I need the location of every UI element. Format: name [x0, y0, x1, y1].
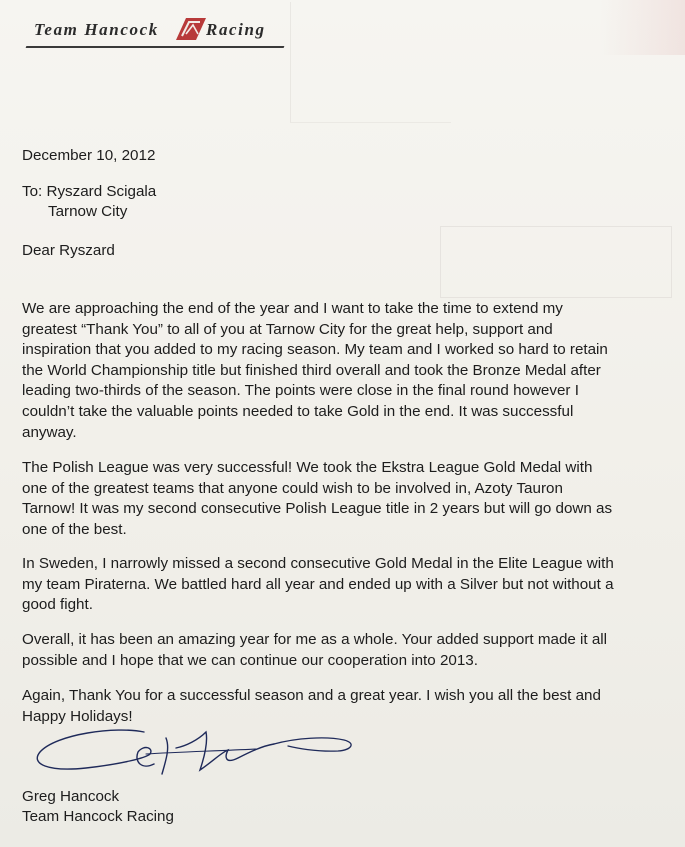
paragraph-line: In Sweden, I narrowly missed a second consecutive Gold Medal in the Elite League with — [22, 555, 614, 572]
letter-paragraph — [22, 630, 672, 671]
paragraph-line: We are approaching the end of the year and I want to take the time to extend my — [22, 300, 563, 317]
paragraph-line: one of the greatest teams that anyone could wish to be involved in, Azoty Tauron — [22, 479, 563, 497]
racing-logo-icon — [172, 14, 210, 44]
letterhead — [26, 14, 286, 44]
recipient-city: Tarnow City — [48, 203, 128, 220]
paragraph-line: Tarnow! It was my second consecutive Polish League title in 2 years but will go down as — [22, 500, 613, 518]
paragraph-line: the World Championship title but finished third overall and took the Bronze Medal after — [22, 361, 601, 379]
paragraph-line: couldn’t take the valuable points needed to take Gold in the end. It was successful — [22, 402, 574, 420]
paragraph-line: The Polish League was very successful! We took the Ekstra League Gold Medal with — [22, 459, 593, 476]
paragraph-line: possible and I hope that we can continue our cooperation into 2013. — [22, 651, 478, 669]
letterhead-brand-left: Team Hancock — [34, 20, 159, 39]
letter-paragraph — [22, 458, 672, 540]
bleed-through-stamp — [440, 226, 672, 298]
paragraph-line: inspiration that you added to my racing season. My team and I worked so hard to retain — [22, 341, 608, 359]
paragraph-line: greatest “Thank You” to all of you at Tarnow City for the great help, support and — [22, 320, 553, 338]
recipient-name: To: Ryszard Scigala — [22, 183, 157, 200]
paragraph-line: anyway. — [22, 423, 77, 441]
paragraph-line: Happy Holidays! — [22, 707, 133, 725]
letter-paragraph — [22, 554, 672, 616]
signoff-team: Team Hancock Racing — [22, 808, 174, 825]
letter-date: December 10, 2012 — [22, 147, 156, 164]
letter-greeting: Dear Ryszard — [22, 242, 115, 259]
paragraph-line: Overall, it has been an amazing year for me as a whole. Your added support made it all — [22, 631, 608, 648]
signoff-name: Greg Hancock — [22, 788, 120, 805]
letter-paragraph — [22, 299, 672, 443]
paragraph-line: my team Piraterna. We battled hard all year and ended up with a Silver but not without a — [22, 575, 614, 593]
handwritten-signature — [26, 718, 366, 788]
paragraph-line: good fight. — [22, 596, 93, 614]
paragraph-line: Again, Thank You for a successful season and a great year. I wish you all the best and — [22, 687, 601, 704]
letterhead-rule — [26, 46, 285, 48]
paragraph-line: leading two-thirds of the season. The points were close in the final round however I — [22, 382, 579, 400]
bleed-through-mark — [290, 2, 451, 123]
bleed-through-stamp — [600, 0, 685, 55]
paragraph-line: one of the best. — [22, 520, 127, 538]
letterhead-brand-right: Racing — [206, 20, 266, 39]
